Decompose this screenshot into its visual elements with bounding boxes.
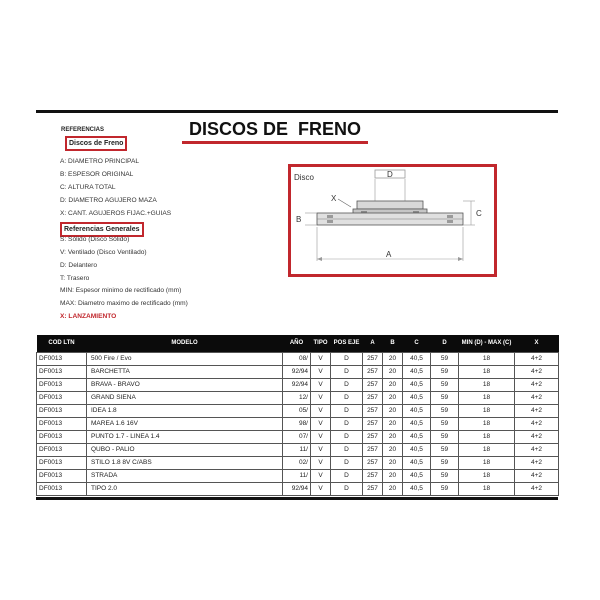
table-row [37, 352, 559, 365]
table-cell: 4+2 [515, 456, 559, 469]
references-heading: REFERENCIAS [61, 127, 105, 133]
table-cell: DF0013 [37, 456, 87, 469]
table-cell: 12/ [283, 391, 311, 404]
table-cell: 20 [383, 352, 403, 365]
col-header-x: X [534, 339, 539, 346]
ref-line-s: S: Sólido (Disco Sólido) [60, 236, 130, 243]
table-row [37, 417, 559, 430]
table-header-row [37, 335, 559, 352]
table-cell: 20 [383, 443, 403, 456]
table-cell: 4+2 [515, 469, 559, 482]
table-cell: 40,5 [403, 391, 431, 404]
ref-line-b: B: ESPESOR ORIGINAL [60, 171, 134, 178]
table-cell: 18 [459, 456, 515, 469]
table-cell: 11/ [283, 443, 311, 456]
table-cell: 18 [459, 482, 515, 495]
table-cell: 18 [459, 352, 515, 365]
label-c: C [476, 209, 482, 218]
col-header-d: D [442, 339, 447, 346]
disc-diagram [288, 164, 497, 277]
table-cell: PUNTO 1.7 - LINEA 1.4 [87, 430, 283, 443]
col-header-a: A [370, 339, 375, 346]
table-cell: DF0013 [37, 404, 87, 417]
table-row [37, 456, 559, 469]
table-cell: 4+2 [515, 417, 559, 430]
table-cell: 20 [383, 391, 403, 404]
table-cell: QUBO - PALIO [87, 443, 283, 456]
table-cell: V [311, 378, 331, 391]
table-cell: D [331, 482, 363, 495]
table-cell: 500 Fire / Evo [87, 352, 283, 365]
ref-line-delantero: D: Delantero [60, 262, 98, 269]
catalog-sheet [36, 110, 558, 500]
table-cell: 92/94 [283, 378, 311, 391]
col-header-c: C [414, 339, 419, 346]
table-cell: 40,5 [403, 378, 431, 391]
ref-line-d: D: DIAMETRO AGUJERO MAZA [60, 197, 157, 204]
table-cell: 05/ [283, 404, 311, 417]
table-cell: 59 [431, 404, 459, 417]
col-header-min-max: MIN (D) - MAX (C) [461, 339, 512, 346]
table-cell: 18 [459, 469, 515, 482]
ref-line-max: MAX: Diametro maximo de rectificado (mm) [60, 300, 188, 307]
table-cell: 20 [383, 469, 403, 482]
table-cell: 59 [431, 469, 459, 482]
table-cell: 257 [363, 430, 383, 443]
table-cell: 18 [459, 378, 515, 391]
table-cell: 02/ [283, 456, 311, 469]
table-cell: 257 [363, 391, 383, 404]
table-cell: 20 [383, 365, 403, 378]
table-cell: 4+2 [515, 482, 559, 495]
table-cell: 257 [363, 365, 383, 378]
table-cell: DF0013 [37, 482, 87, 495]
table-row [37, 482, 559, 495]
table-cell: DF0013 [37, 378, 87, 391]
table-cell: 257 [363, 378, 383, 391]
table-cell: V [311, 352, 331, 365]
table-cell: D [331, 430, 363, 443]
table-cell: 18 [459, 417, 515, 430]
table-cell: DF0013 [37, 469, 87, 482]
ref-line-min: MIN: Espesor minimo de rectificado (mm) [60, 287, 182, 294]
table-cell: 4+2 [515, 365, 559, 378]
col-header-b: B [390, 339, 395, 346]
table-cell: D [331, 417, 363, 430]
table-cell: 59 [431, 430, 459, 443]
table-cell: 40,5 [403, 469, 431, 482]
table-cell: V [311, 456, 331, 469]
table-cell: 4+2 [515, 404, 559, 417]
table-cell: 20 [383, 482, 403, 495]
table-cell: 18 [459, 404, 515, 417]
table-cell: 4+2 [515, 430, 559, 443]
table-cell: 59 [431, 456, 459, 469]
table-cell: 98/ [283, 417, 311, 430]
table-cell: 40,5 [403, 365, 431, 378]
table-cell: V [311, 404, 331, 417]
table-row [37, 404, 559, 417]
ref-line-trasero: T: Trasero [60, 275, 90, 282]
table-cell: 18 [459, 391, 515, 404]
discos-references-label: Discos de Freno [65, 136, 127, 151]
table-cell: 257 [363, 352, 383, 365]
table-cell: 257 [363, 443, 383, 456]
table-cell: 257 [363, 469, 383, 482]
hub-top [357, 201, 423, 209]
table-cell: D [331, 456, 363, 469]
table-cell: DF0013 [37, 443, 87, 456]
table-cell: 257 [363, 456, 383, 469]
table-cell: 59 [431, 482, 459, 495]
table-cell: 18 [459, 430, 515, 443]
table-cell: 4+2 [515, 352, 559, 365]
table-cell: DF0013 [37, 391, 87, 404]
table-cell: GRAND SIENA [87, 391, 283, 404]
table-cell: 20 [383, 378, 403, 391]
table-cell: D [331, 391, 363, 404]
table-cell: 92/94 [283, 365, 311, 378]
table-cell: 20 [383, 430, 403, 443]
table-cell: STILO 1.8 8V C/ABS [87, 456, 283, 469]
table-cell: D [331, 404, 363, 417]
col-header-tipo: TIPO [313, 339, 328, 346]
disc-applications-table [36, 335, 559, 496]
table-cell: DF0013 [37, 365, 87, 378]
table-cell: 257 [363, 482, 383, 495]
table-cell: V [311, 365, 331, 378]
label-x: X [331, 194, 337, 203]
table-cell: 59 [431, 391, 459, 404]
table-row [37, 391, 559, 404]
table-cell: D [331, 365, 363, 378]
table-cell: BRAVA - BRAVO [87, 378, 283, 391]
general-references-label: Referencias Generales [60, 222, 144, 237]
table-cell: 40,5 [403, 482, 431, 495]
table-row [37, 430, 559, 443]
table-cell: 08/ [283, 352, 311, 365]
table-cell: 40,5 [403, 417, 431, 430]
table-cell: DF0013 [37, 352, 87, 365]
table-cell: D [331, 352, 363, 365]
diagram-title: Disco [294, 173, 315, 182]
ref-line-x: X: CANT. AGUJEROS FIJAC.+GUIAS [60, 210, 172, 217]
col-header-cod: COD LTN [48, 339, 75, 346]
table-cell: 20 [383, 404, 403, 417]
table-cell: 92/94 [283, 482, 311, 495]
table-cell: V [311, 482, 331, 495]
table-cell: STRADA [87, 469, 283, 482]
table-row [37, 378, 559, 391]
table-cell: 59 [431, 417, 459, 430]
table-cell: D [331, 443, 363, 456]
table-cell: 11/ [283, 469, 311, 482]
launch-note: X: LANZAMIENTO [60, 313, 117, 320]
table-cell: DF0013 [37, 430, 87, 443]
table-cell: MAREA 1.6 16V [87, 417, 283, 430]
table-cell: V [311, 391, 331, 404]
table-cell: 59 [431, 443, 459, 456]
table-cell: 4+2 [515, 391, 559, 404]
table-cell: 18 [459, 443, 515, 456]
table-cell: D [331, 378, 363, 391]
col-header-modelo: MODELO [171, 339, 198, 346]
label-a: A [386, 250, 392, 259]
table-cell: 07/ [283, 430, 311, 443]
ref-line-v: V: Ventilado (Disco Ventilado) [60, 249, 147, 256]
table-cell: 20 [383, 417, 403, 430]
table-cell: 257 [363, 404, 383, 417]
table-cell: V [311, 430, 331, 443]
label-b: B [296, 215, 302, 224]
table-cell: 20 [383, 456, 403, 469]
table-cell: IDEA 1.8 [87, 404, 283, 417]
table-row [37, 365, 559, 378]
table-cell: 59 [431, 352, 459, 365]
table-cell: 4+2 [515, 378, 559, 391]
disc-section-drawing [291, 167, 494, 274]
table-cell: 18 [459, 365, 515, 378]
table-cell: 59 [431, 378, 459, 391]
table-cell: V [311, 469, 331, 482]
page-title: DISCOS DE FRENO [182, 117, 368, 144]
table-row [37, 443, 559, 456]
table-cell: 59 [431, 365, 459, 378]
table-cell: 40,5 [403, 352, 431, 365]
label-d: D [387, 170, 393, 179]
table-cell: 257 [363, 417, 383, 430]
table-cell: 40,5 [403, 443, 431, 456]
table-cell: DF0013 [37, 417, 87, 430]
table-row [37, 469, 559, 482]
ref-line-c: C: ALTURA TOTAL [60, 184, 116, 191]
table-cell: V [311, 443, 331, 456]
table-cell: V [311, 417, 331, 430]
table-cell: 4+2 [515, 443, 559, 456]
table-cell: 40,5 [403, 430, 431, 443]
table-cell: 40,5 [403, 456, 431, 469]
table-cell: BARCHETTA [87, 365, 283, 378]
col-header-ano: AÑO [289, 339, 304, 346]
col-header-pos-eje: POS EJE [333, 339, 360, 346]
table-cell: 40,5 [403, 404, 431, 417]
table-cell: D [331, 469, 363, 482]
ref-line-a: A: DIAMETRO PRINCIPAL [60, 158, 140, 165]
table-cell: TIPO 2.0 [87, 482, 283, 495]
